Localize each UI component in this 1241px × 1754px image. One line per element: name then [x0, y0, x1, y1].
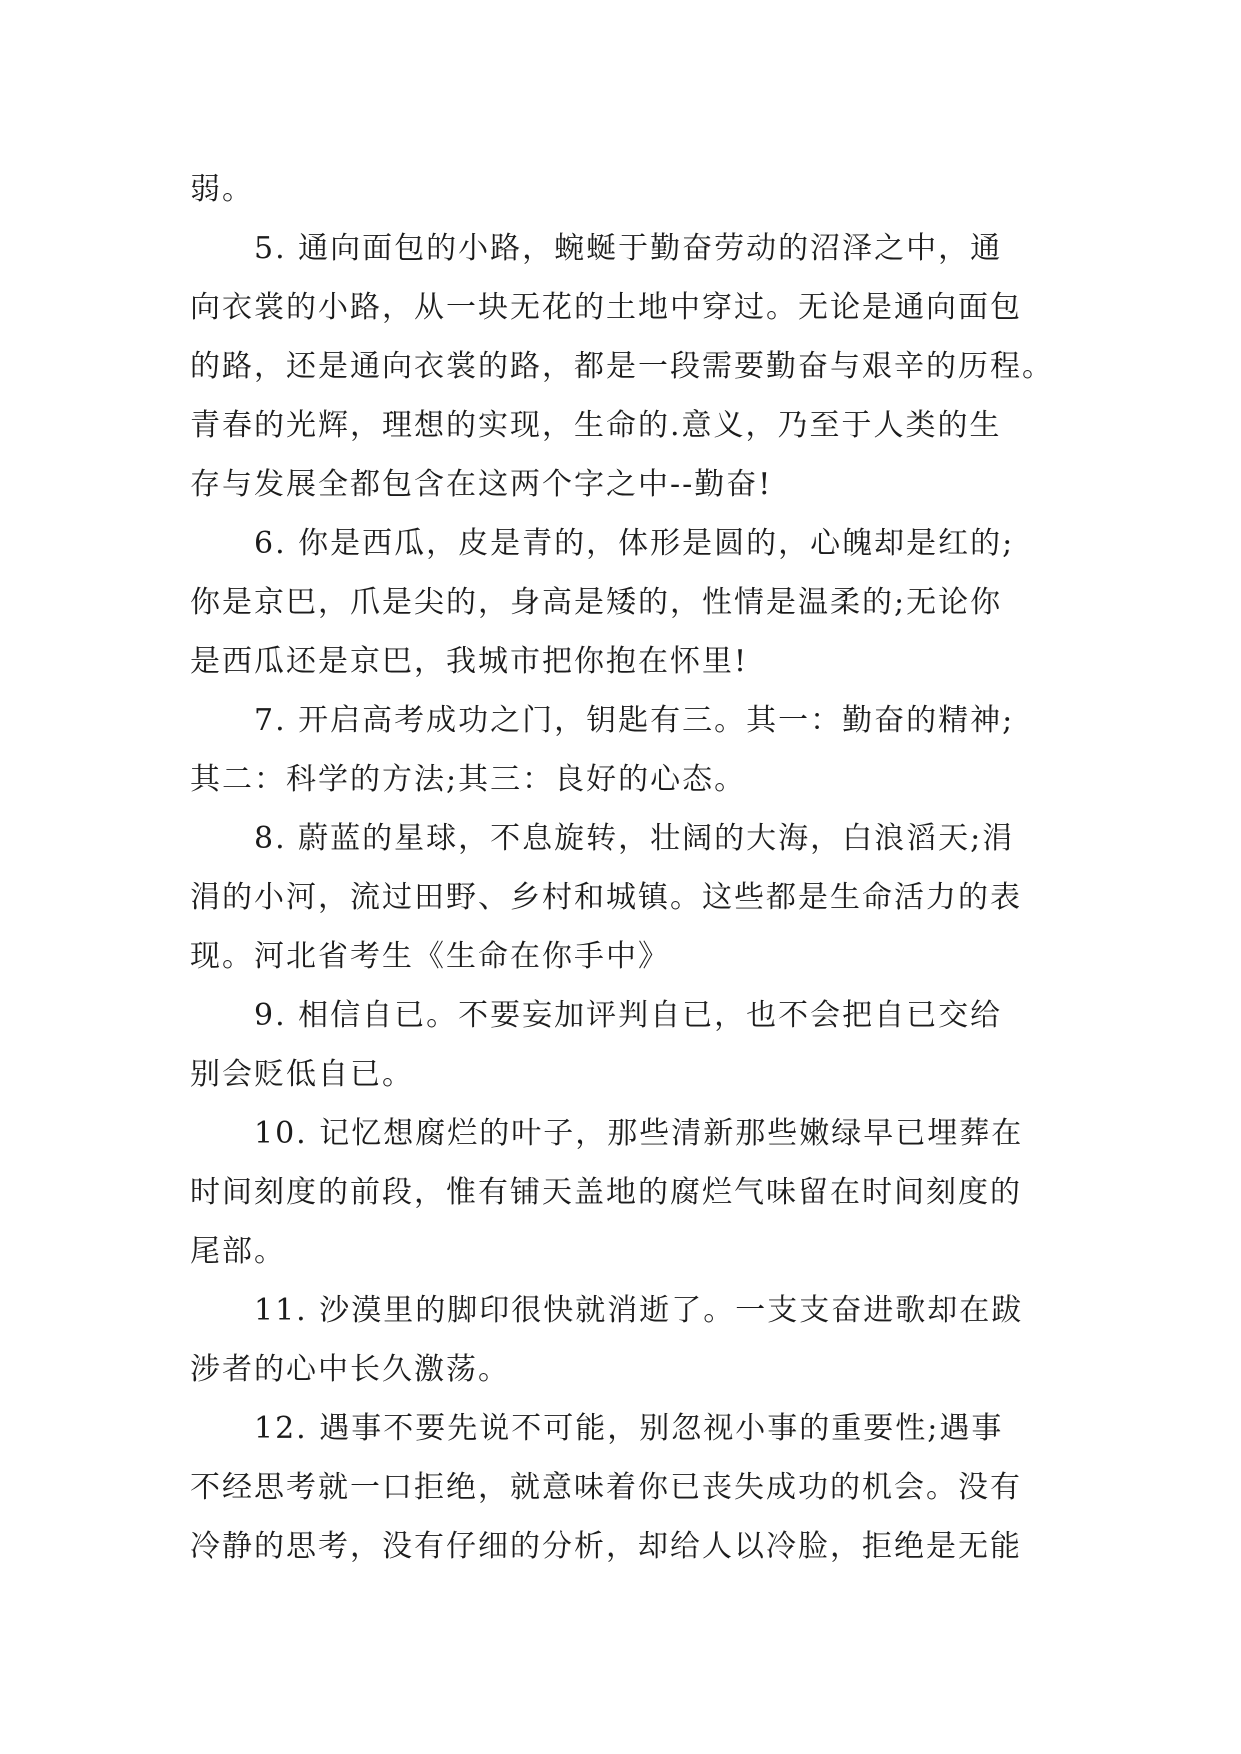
- text-line: 向衣裳的小路，从一块无花的土地中穿过。无论是通向面包: [190, 290, 1022, 325]
- text-line: 别会贬低自已。: [190, 1057, 414, 1092]
- text-line: 7. 开启高考成功之门，钥匙有三。其一：勤奋的精神;: [254, 703, 1015, 738]
- text-line: 6. 你是西瓜，皮是青的，体形是圆的，心魄却是红的;: [254, 526, 1015, 561]
- text-line: 涓的小河，流过田野、乡村和城镇。这些都是生命活力的表: [190, 880, 1022, 915]
- text-line: 11. 沙漠里的脚印很快就消逝了。一支支奋进歌却在跋: [254, 1293, 1024, 1328]
- text-line: 尾部。: [190, 1234, 286, 1269]
- text-line: 存与发展全都包含在这两个字之中--勤奋!: [190, 467, 773, 502]
- text-line: 其二：科学的方法;其三：良好的心态。: [190, 762, 747, 797]
- text-line: 青春的光辉，理想的实现，生命的.意义，乃至于人类的生: [190, 408, 1002, 443]
- text-line: 的路，还是通向衣裳的路，都是一段需要勤奋与艰辛的历程。: [190, 349, 1054, 384]
- text-line: 5. 通向面包的小路，蜿蜒于勤奋劳动的沼泽之中，通: [254, 231, 1003, 266]
- text-line: 9. 相信自已。不要妄加评判自已，也不会把自已交给: [254, 998, 1003, 1033]
- body-text: [190, 160, 1054, 1576]
- text-line: 时间刻度的前段，惟有铺天盖地的腐烂气味留在时间刻度的: [190, 1175, 1022, 1210]
- text-line: 现。河北省考生《生命在你手中》: [190, 939, 670, 974]
- text-line: 不经思考就一口拒绝，就意味着你已丧失成功的机会。没有: [190, 1470, 1022, 1505]
- text-line: 你是京巴，爪是尖的，身高是矮的，性情是温柔的;无论你: [190, 585, 1003, 620]
- text-line: 10. 记忆想腐烂的叶子，那些清新那些嫩绿早已埋葬在: [254, 1116, 1024, 1151]
- text-line: 涉者的心中长久激荡。: [190, 1352, 510, 1387]
- text-line: 12. 遇事不要先说不可能，别忽视小事的重要性;遇事: [254, 1411, 1004, 1446]
- text-line: 弱。: [190, 172, 254, 207]
- text-line: 8. 蔚蓝的星球，不息旋转，壮阔的大海，白浪滔天;涓: [254, 821, 1015, 856]
- text-line: 冷静的思考，没有仔细的分析，却给人以冷脸，拒绝是无能: [190, 1529, 1022, 1564]
- text-line: 是西瓜还是京巴，我城市把你抱在怀里!: [190, 644, 749, 679]
